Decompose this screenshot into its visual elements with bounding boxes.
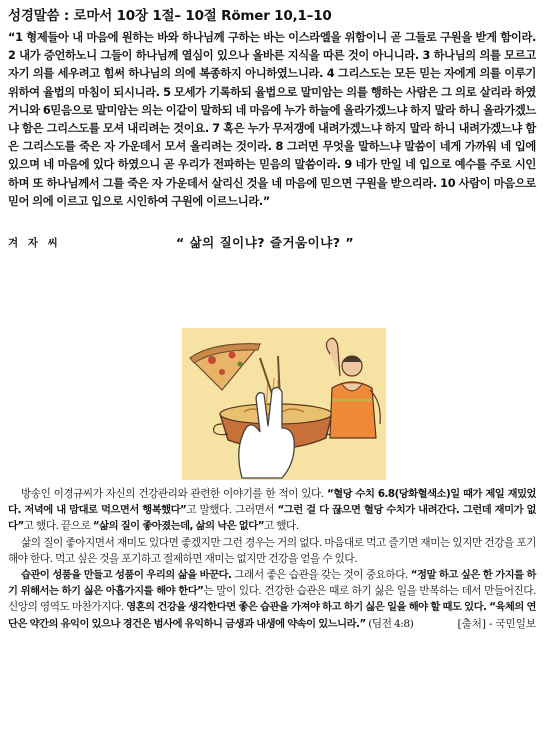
essay-quote: “삶의 질이 좋아졌는데, 삶의 낙은 없다” <box>92 520 264 533</box>
essay-text: 그래서 좋은 습관을 갖는 것이 중요하다. <box>231 569 411 582</box>
scripture-text: “1 형제들아 내 마음에 원하는 바와 하나님께 구하는 바는 이스라엘을 위함이니 곧 그들로 구원을 받게 함이라. 2 내가 증언하노니 그들이 하나님께 열심이 있으나 올바른 지식을 따른 것이 아니니라. 3 하나님의 의를 모르고 자기 의를 세우려고 힘써 하나님의 의에 복종하지 아니하였느니라. 4 그리스도는 모든 믿는 자에게 의를 이루기 위하여 율법의 마침이 되시니라. 5 모세가 기록하되 율법으로 말미암는 의를 행하는 사람은 그 의로 살리라 하였거니와 6믿음으로 말미암는 의는 이같이 말하되 네 마음에 누가 하늘에 올라가겠느냐 하지 말라 하니 올라가겠느냐 함은 그리스도를 모셔 내리려는 것이요. 7 혹은 누가 무저갱에 내려가겠느냐 하지 말라 하니 내려가겠느냐 함은 그리스도를 죽은 자 가운데서 모셔 올리려는 것이라. 8 그러면 무엇을 말하느냐 말씀이 네게 가까워 네 입에 있으며 네 마음에 있다 하였으니 곧 우리가 전파하는 믿음의 말씀이라. 9 네가 만일 네 입으로 예수를 주로 시인하며 또 하나님께서 그를 죽은 자 가운데서 살리신 것을 네 마음에 믿으면 구원을 받으리라. 10 사람이 마음으로 믿어 의에 이르고 입으로 시인하여 구원에 이르느니라.” <box>8 31 536 208</box>
essay-text: 고 말했다. 그러면서 <box>186 504 278 517</box>
essay-body <box>8 486 536 632</box>
essay-quote: “정말 하고 싶은 한 가지를 하기 위해서는 하기 싫은 아홉가지를 해야 한다” <box>8 569 536 598</box>
essay-emphasis: 습관이 성품을 만들고 성품이 우리의 삶을 바꾼다. <box>21 569 232 582</box>
column-title: “ 삶의 질이냐? 즐거움이냐? ” <box>176 235 355 251</box>
exercising-man-icon <box>326 338 380 438</box>
essay-emphasis: 영혼의 건강을 생각한다면 좋은 습관을 가져야 하고 하기 싫은 일을 해야 할 때도 있다. “육체의 연단은 약간의 유익이 있으나 경건은 범사에 유익하니 금생과 내생에 약속이 있느니라.” <box>8 601 536 630</box>
page <box>8 6 536 255</box>
essay-paragraph <box>8 486 536 535</box>
essay-citation: (딤전 4:8) <box>365 617 414 630</box>
scripture-heading: 성경말씀 : 로마서 10장 1절– 10절 Römer 10,1–10 <box>8 8 332 24</box>
essay-text: 고 했다. 끝으로 <box>23 520 93 533</box>
source-credit: [출처] - 국민일보 <box>457 617 536 630</box>
essay-paragraph <box>8 567 536 632</box>
essay-paragraph: 삶의 질이 좋아지면서 재미도 있다면 좋겠지만 그런 경우는 거의 없다. 마음대로 먹고 즐기면 재미는 있지만 건강을 포기해야 한다. 먹고 싶은 것을 포기하고 절제하면 재미는 없지만 건강을 얻을 수 있다. <box>8 536 536 565</box>
illustration <box>182 328 386 480</box>
essay-text: 고 했다. <box>263 520 299 533</box>
column-header <box>8 233 536 255</box>
pizza-icon <box>190 344 260 390</box>
author-label: 겨 자 씨 <box>8 237 61 250</box>
essay-quote: “그런 걸 다 끊으면 혈당 수치가 내려간다. 그런데 재미가 없다” <box>8 504 536 533</box>
essay-text: 는 말이 있다. 건강한 습관은 때로 하기 싫은 일을 반복하는 데서 만들어진다. 신앙의 영역도 마찬가지다. <box>8 585 536 614</box>
essay-quote: “혈당 수치 6.8(당화혈색소)일 때가 제일 재밌었다. 저녁에 내 맘대로 먹으면서 행복했다” <box>8 488 536 517</box>
essay-text: 방송인 이경규씨가 자신의 건강관리와 관련한 이야기를 한 적이 있다. <box>21 488 327 500</box>
